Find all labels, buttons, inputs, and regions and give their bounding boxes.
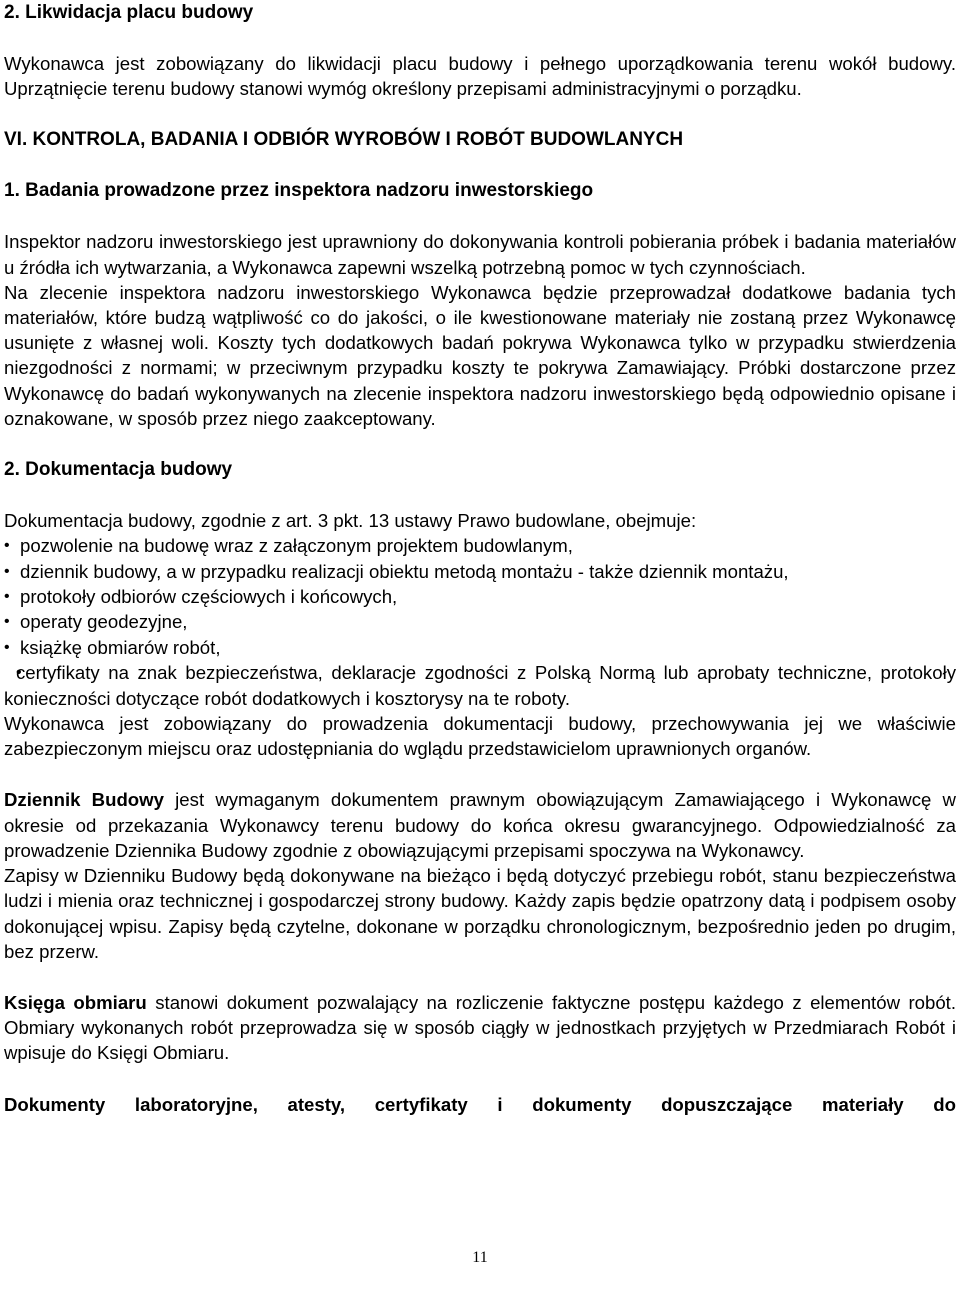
section-heading-documentation: 2. Dokumentacja budowy [4, 459, 233, 481]
paragraph-dziennik-entries: Zapisy w Dzienniku Budowy będą dokonywane na bieżąco i będą dotyczyć przebiegu robót, stanu bezpieczeństwa ludzi i mienia oraz technicznej i gospodarczej strony budowy. Każdy zapis będzie opatrzony datą i podpisem osoby dokonującej wpisu. Zapisy będą czytelne, dokonane w porządku chronologicznym, bezpośrednio jeden po drugim, bez przerw. [4, 865, 956, 962]
paragraph-ksiega [4, 990, 956, 1066]
page-number: 11 [472, 1249, 488, 1266]
paragraph-documentation-outro: Wykonawca jest zobowiązany do prowadzenia dokumentacji budowy, przechowywania jej we właściwie zabezpieczonym miejscu oraz udostępniania do wglądu przedstawicielom uprawnionych organów. [4, 713, 956, 760]
chapter-heading: VI. KONTROLA, BADANIA I ODBIÓR WYROBÓW I ROBÓT BUDOWLANYCH [4, 129, 684, 151]
paragraph-liquidation: Wykonawca jest zobowiązany do likwidacji placu budowy i pełnego uporządkowania terenu wokół budowy. Uprzątnięcie terenu budowy stanowi wymóg określony przepisami administracyjnymi o porządku. [4, 53, 956, 100]
section-heading-liquidation: 2. Likwidacja placu budowy [4, 2, 254, 23]
paragraph-documentation-intro: Dokumentacja budowy, zgodnie z art. 3 pkt. 13 ustawy Prawo budowlane, obejmuje: [4, 510, 697, 532]
dziennik-body: jest wymaganym dokumentem prawnym obowiązującym Zamawiającego i Wykonawcę w okresie od przekazania Wykonawcy terenu budowy do końca okresu gwarancyjnego. Odpowiedzialność za prowadzenie Dziennika Budowy zgodnie z obowiązującymi przepisami spoczywa na Wykonawcy. [4, 789, 956, 861]
ksiega-body: stanowi dokument pozwalający na rozliczenie faktyczne postępu każdego z elementów robót. Obmiary wykonanych robót przeprowadza się w sposób ciągły w jednostkach przyjętych w Przedmiarach Robót i wpisuje do Księgi Obmiaru. [4, 991, 956, 1064]
list-item: • książkę obmiarów robót, [4, 635, 956, 660]
paragraph-inspections-2: Na zlecenie inspektora nadzoru inwestorskiego Wykonawca będzie przeprowadzał dodatkowe badania tych materiałów, które budzą wątpliwość co do jakości, o ile kwestionowane materiały nie zostaną przez Wykonawcę usunięte z własnej woli. Koszty tych dodatkowych badań pokrywa Wykonawca tylko w przypadku stwierdzenia niezgodności z normami; w przeciwnym przypadku koszty te pokrywa Zamawiający. Próbki dostarczone przez Wykonawcę do badań wykonywanych na zlecenie inspektora nadzoru inwestorskiego będą odpowiednio opisane i oznakowane, w sposób przez niego zaakceptowany. [4, 281, 956, 429]
term-lab-docs: Dokumenty laboratoryjne, atesty, certyfikaty i dokumenty dopuszczające materiały do [4, 1093, 956, 1115]
documentation-list [4, 533, 956, 711]
list-item: • operaty geodezyjne, [4, 609, 956, 634]
term-ksiega-obmiaru: Księga obmiaru [4, 991, 147, 1013]
list-item: • protokoły odbiorów częściowych i końcowych, [4, 584, 956, 609]
paragraph-lab-docs [4, 1092, 956, 1117]
list-item: • dziennik budowy, a w przypadku realizacji obiektu metodą montażu - także dziennik montażu, [4, 559, 956, 584]
term-dziennik-budowy: Dziennik Budowy [4, 789, 164, 811]
section-heading-inspections: 1. Badania prowadzone przez inspektora nadzoru inwestorskiego [4, 180, 594, 202]
paragraph-dziennik [4, 787, 956, 863]
list-item: • certyfikaty na znak bezpieczeństwa, deklaracje zgodności z Polską Normą lub aprobaty techniczne, protokoły konieczności dotyczące robót dodatkowych i kosztorysy na te roboty. [4, 660, 956, 711]
document-page [4, 0, 956, 1117]
paragraph-inspections-1: Inspektor nadzoru inwestorskiego jest uprawniony do dokonywania kontroli pobierania próbek i badania materiałów u źródła ich wytwarzania, a Wykonawca zapewni wszelką potrzebną pomoc w tych czynnościach. [4, 231, 956, 278]
list-item: • pozwolenie na budowę wraz z załączonym projektem budowlanym, [4, 533, 956, 558]
